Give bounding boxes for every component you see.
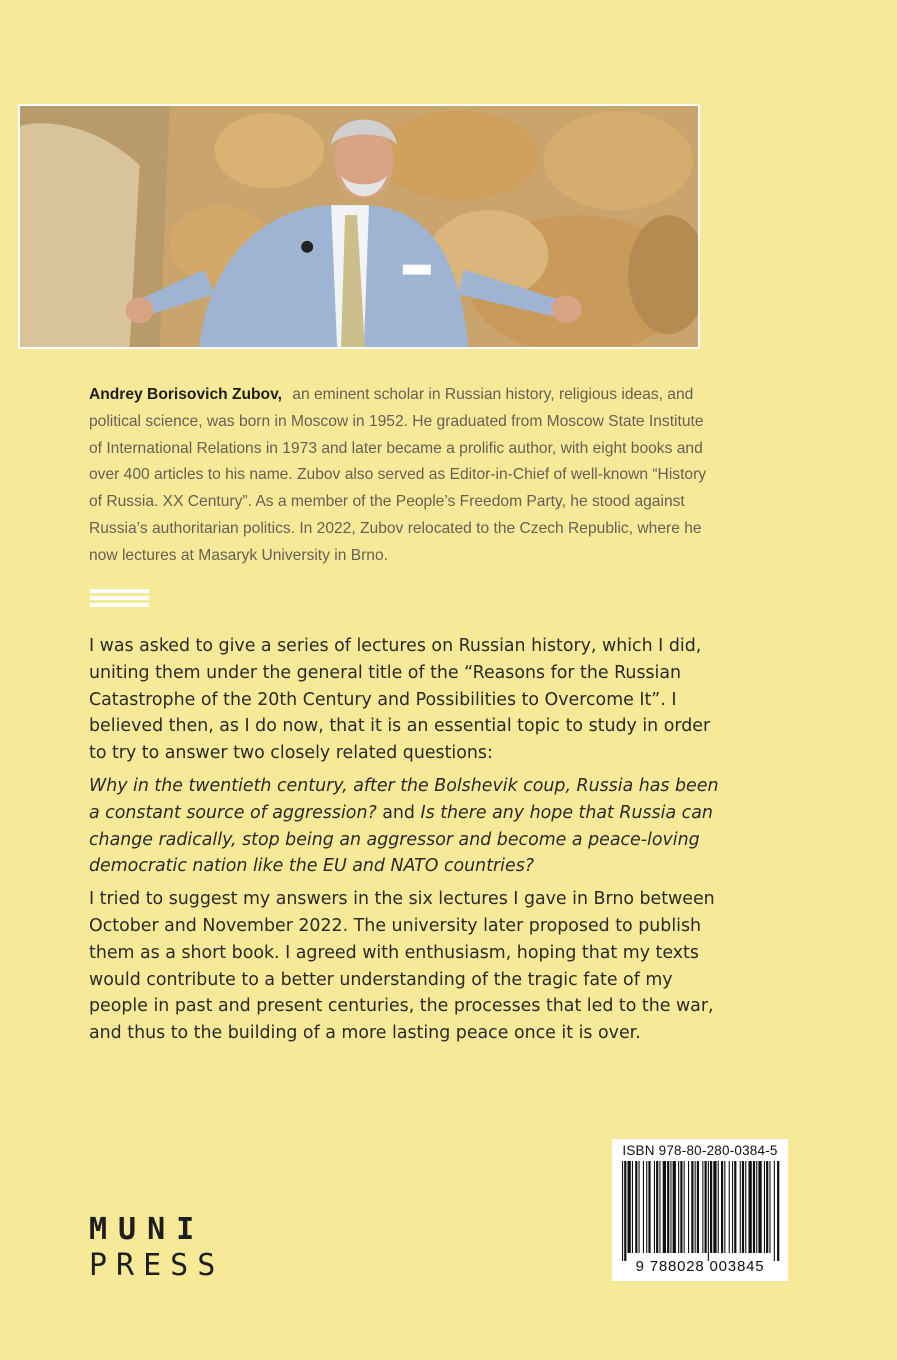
- blurb-questions: [89, 773, 719, 880]
- author-photo: [18, 104, 700, 349]
- author-name: Andrey Borisovich Zubov,: [89, 386, 282, 403]
- logo-line-1: MUNI: [89, 1212, 206, 1247]
- section-divider: [90, 589, 149, 610]
- isbn-barcode: [612, 1139, 788, 1281]
- author-bio: [89, 382, 709, 570]
- publisher-logo: [89, 1212, 224, 1284]
- question-1: Why in the twentieth century, after the Bolshevik coup, Russia has been a constant source of aggression?: [89, 775, 719, 823]
- isbn-number: ISBN 978-80-280-0384-5: [622, 1143, 778, 1158]
- question-2: Is there any hope that Russia can change radically, stop being an aggressor and become a peace-loving democratic nation like the EU and NATO countries?: [89, 802, 713, 877]
- blurb-paragraph-1: I was asked to give a series of lectures on Russian history, which I did, uniting them under the general title of the “Reasons for the Russian Catastrophe of the 20th Century and Possibilities to Overcome It”. I believed then, as I do now, that it is an essential topic to study in order to try to answer two closely related questions:: [89, 636, 711, 764]
- author-bio-text: an eminent scholar in Russian history, religious ideas, and political science, was born in Moscow in 1952. He graduated from Moscow State Institute of International Relations in 1973 and later became a prolific author, with eight books and over 400 articles to his name. Zubov also served as Editor-in-Chief of well-known “History of Russia. XX Century”. As a member of the People’s Freedom Party, he stood against Russia’s authoritarian politics. In 2022, Zubov relocated to the Czech Republic, where he now lectures at Masaryk University in Brno.: [89, 386, 707, 564]
- logo-line-2: PRESS: [89, 1248, 225, 1283]
- blurb-paragraph-3: I tried to suggest my answers in the six lectures I gave in Brno between October and November 2022. The university later proposed to publish them as a short book. I agreed with enthusiasm, hoping that my texts would contribute to a better understanding of the tragic fate of my people in past and present centuries, the processes that led to the war, and thus to the building of a more lasting peace once it is over.: [89, 889, 715, 1044]
- barcode-bars: [620, 1161, 780, 1261]
- book-blurb: [89, 633, 719, 1053]
- barcode-digits: 9 788028 003845: [635, 1258, 765, 1275]
- questions-conjunction: and: [376, 802, 421, 823]
